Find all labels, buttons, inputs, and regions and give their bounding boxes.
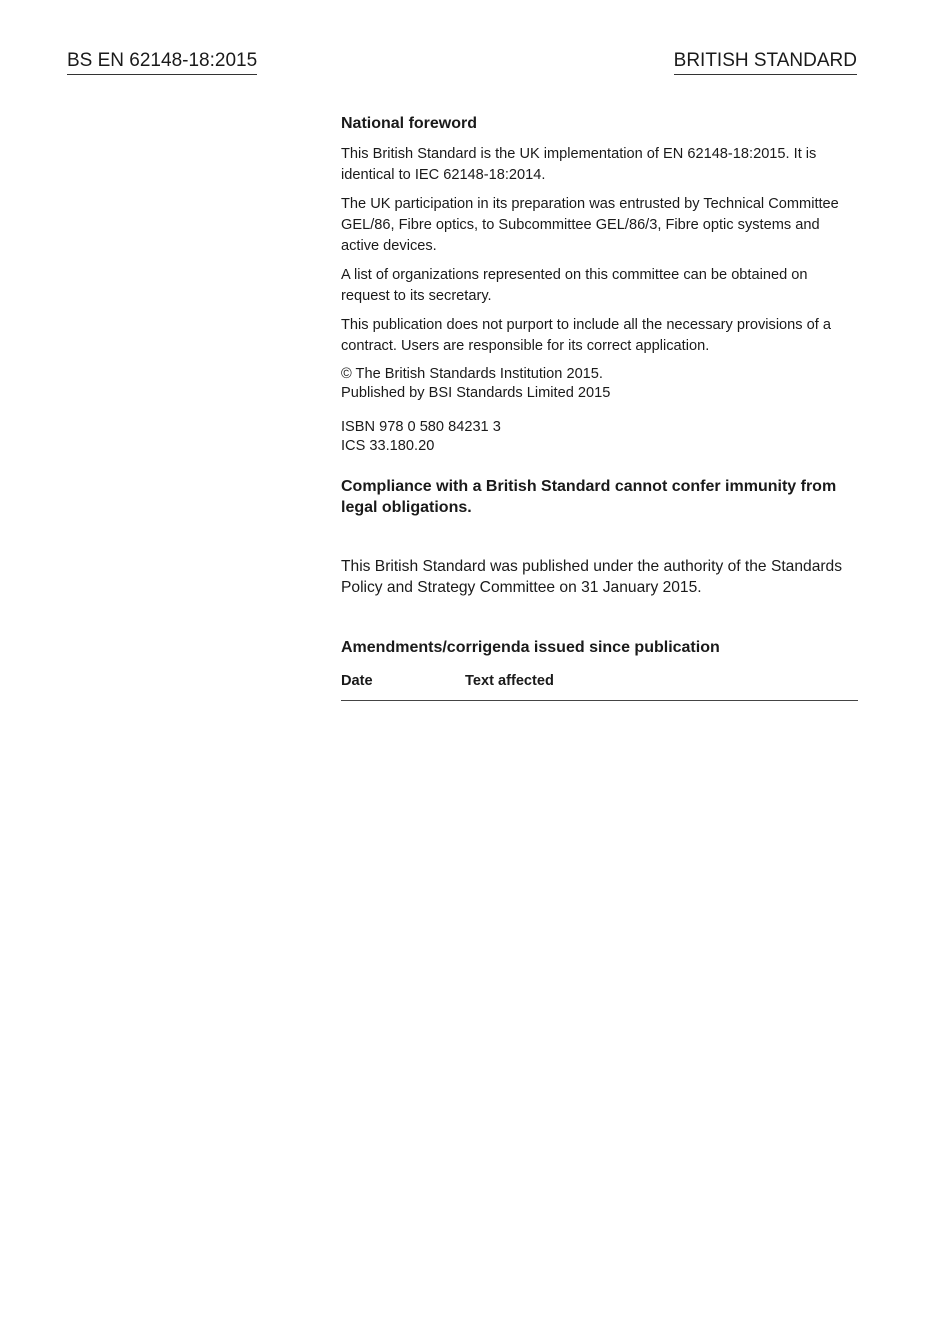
ics-line: ICS 33.180.20 bbox=[341, 438, 435, 454]
amendments-date-header: Date bbox=[341, 673, 373, 689]
isbn-line: ISBN 978 0 580 84231 3 bbox=[341, 419, 501, 435]
document-type: BRITISH STANDARD bbox=[674, 50, 857, 75]
publisher-line: Published by BSI Standards Limited 2015 bbox=[341, 385, 611, 401]
document-reference: BS EN 62148-18:2015 bbox=[67, 50, 257, 75]
foreword-paragraph: This publication does not purport to include all the necessary provisions of a contract. Users are responsible for its correct application. bbox=[341, 317, 831, 354]
copyright-block bbox=[341, 365, 858, 403]
amendments-table bbox=[341, 672, 858, 701]
foreword-paragraph: This British Standard is the UK implementation of EN 62148-18:2015. It is identical to IEC 62148-18:2014. bbox=[341, 146, 817, 183]
foreword-paragraph: A list of organizations represented on this committee can be obtained on request to its secretary. bbox=[341, 267, 808, 304]
identifier-block bbox=[341, 418, 858, 456]
national-foreword bbox=[341, 114, 858, 701]
compliance-notice: Compliance with a British Standard cannot confer immunity from legal obligations. bbox=[341, 478, 837, 516]
copyright-line: © The British Standards Institution 2015. bbox=[341, 366, 603, 382]
foreword-paragraph: The UK participation in its preparation was entrusted by Technical Committee GEL/86, Fibre optics, to Subcommittee GEL/86/3, Fibre optic systems and active devices. bbox=[341, 196, 839, 254]
authority-statement: This British Standard was published under the authority of the Standards Policy and Strategy Committee on 31 January 2015. bbox=[341, 558, 843, 596]
amendments-text-header: Text affected bbox=[465, 673, 554, 689]
amendments-title: Amendments/corrigenda issued since publication bbox=[341, 639, 720, 656]
foreword-title: National foreword bbox=[341, 115, 478, 132]
